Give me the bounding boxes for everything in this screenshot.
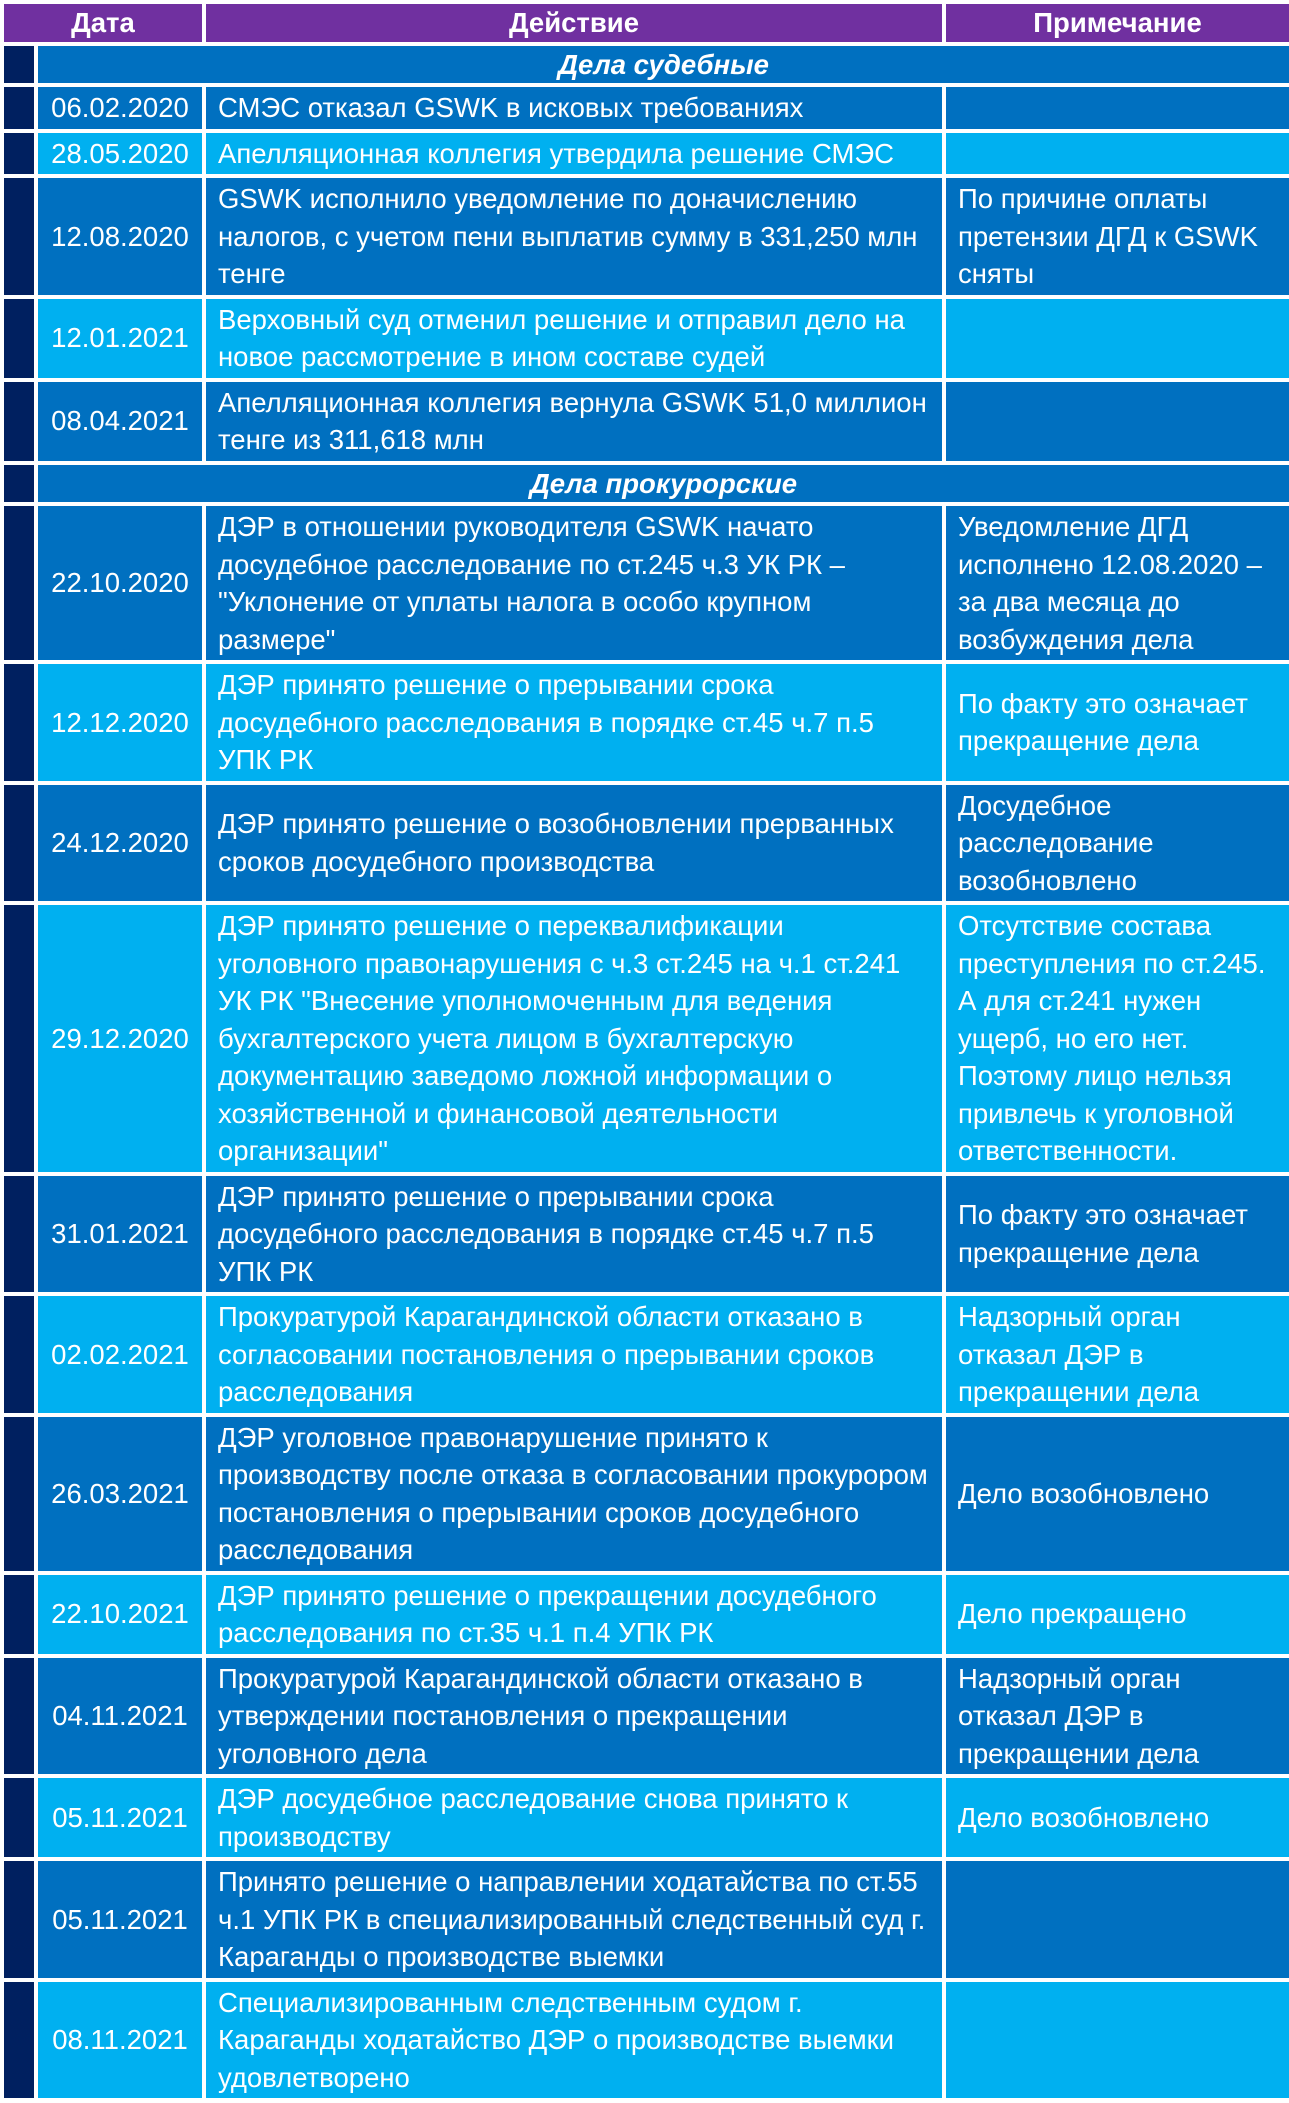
row-action: ДЭР уголовное правонарушение принято к производству после отказа в согласовании прокурором постановления о прерывании сроков досудебного расследования (204, 1415, 944, 1573)
row-date: 22.10.2021 (36, 1573, 204, 1656)
row-edge (2, 1656, 36, 1777)
section-edge (2, 463, 36, 505)
row-date: 04.11.2021 (36, 1656, 204, 1777)
row-edge (2, 131, 36, 177)
row-date: 24.12.2020 (36, 783, 204, 904)
table-body (2, 44, 1289, 2101)
row-edge (2, 1294, 36, 1415)
table-row (2, 504, 1289, 662)
row-note: Уведомление ДГД исполнено 12.08.2020 – за два месяца до возбуждения дела (944, 504, 1289, 662)
table-row (2, 1294, 1289, 1415)
row-action: Верховный суд отменил решение и отправил дело на новое рассмотрение в ином составе судей (204, 297, 944, 380)
row-edge (2, 504, 36, 662)
row-date: 12.08.2020 (36, 176, 204, 297)
row-note (944, 380, 1289, 463)
row-action: ДЭР принято решение о прерывании срока досудебного расследования в порядке ст.45 ч.7 п.5 УПК РК (204, 662, 944, 783)
row-note: Надзорный орган отказал ДЭР в прекращении дела (944, 1656, 1289, 1777)
row-note: Дело возобновлено (944, 1415, 1289, 1573)
row-action: ДЭР в отношении руководителя GSWK начато досудебное расследование по ст.245 ч.3 УК РК – "Уклонение от уплаты налога в особо крупном размере" (204, 504, 944, 662)
row-action: ДЭР принято решение о прерывании срока досудебного расследования в порядке ст.45 ч.7 п.5 УПК РК (204, 1174, 944, 1295)
row-date: 02.02.2021 (36, 1294, 204, 1415)
row-note: Надзорный орган отказал ДЭР в прекращении дела (944, 1294, 1289, 1415)
row-edge (2, 1980, 36, 2101)
row-note (944, 131, 1289, 177)
row-date: 12.12.2020 (36, 662, 204, 783)
row-note (944, 1980, 1289, 2101)
table-header-row (2, 2, 1289, 44)
table-row (2, 1656, 1289, 1777)
row-action: Специализированным следственным судом г. Караганды ходатайство ДЭР о производстве выемки удовлетворено (204, 1980, 944, 2101)
table-row (2, 1573, 1289, 1656)
table-row (2, 131, 1289, 177)
row-note: Дело возобновлено (944, 1776, 1289, 1859)
row-note (944, 297, 1289, 380)
row-action: ДЭР принято решение о прекращении досудебного расследования по ст.35 ч.1 п.4 УПК РК (204, 1573, 944, 1656)
row-action: СМЭС отказал GSWK в исковых требованиях (204, 85, 944, 131)
row-note (944, 85, 1289, 131)
table-row (2, 176, 1289, 297)
table-row (2, 1776, 1289, 1859)
row-date: 06.02.2020 (36, 85, 204, 131)
row-edge (2, 1174, 36, 1295)
row-edge (2, 1859, 36, 1980)
row-edge (2, 662, 36, 783)
row-action: Апелляционная коллегия утвердила решение СМЭС (204, 131, 944, 177)
section-edge (2, 44, 36, 86)
row-date: 22.10.2020 (36, 504, 204, 662)
row-note: Дело прекращено (944, 1573, 1289, 1656)
row-edge (2, 1573, 36, 1656)
row-note: По причине оплаты претензии ДГД к GSWK сняты (944, 176, 1289, 297)
row-action: ДЭР принято решение о переквалификации уголовного правонарушения с ч.3 ст.245 на ч.1 ст.241 УК РК "Внесение уполномоченным для ведения бухгалтерского учета лицом в бухгалтерскую документацию заведомо ложной информации о хозяйственной и финансовой деятельности организации" (204, 903, 944, 1174)
header-date: Дата (2, 2, 204, 44)
table-row (2, 1859, 1289, 1980)
row-date: 28.05.2020 (36, 131, 204, 177)
row-action: ДЭР досудебное расследование снова принято к производству (204, 1776, 944, 1859)
row-action: Прокуратурой Карагандинской области отказано в согласовании постановления о прерывании сроков расследования (204, 1294, 944, 1415)
table-row (2, 297, 1289, 380)
table-row (2, 903, 1289, 1174)
row-date: 29.12.2020 (36, 903, 204, 1174)
row-action: GSWK исполнило уведомление по доначислению налогов, с учетом пени выплатив сумму в 331,250 млн тенге (204, 176, 944, 297)
table-row (2, 1174, 1289, 1295)
section-title: Дела судебные (36, 44, 1289, 86)
row-note: Досудебное расследование возобновлено (944, 783, 1289, 904)
row-action: Прокуратурой Карагандинской области отказано в утверждении постановления о прекращении уголовного дела (204, 1656, 944, 1777)
row-date: 26.03.2021 (36, 1415, 204, 1573)
row-date: 08.04.2021 (36, 380, 204, 463)
row-date: 12.01.2021 (36, 297, 204, 380)
row-note: По факту это означает прекращение дела (944, 1174, 1289, 1295)
row-date: 31.01.2021 (36, 1174, 204, 1295)
row-action: Принято решение о направлении ходатайства по ст.55 ч.1 УПК РК в специализированный следственный суд г. Караганды о производстве выемки (204, 1859, 944, 1980)
row-date: 08.11.2021 (36, 1980, 204, 2101)
table-row (2, 662, 1289, 783)
header-action: Действие (204, 2, 944, 44)
section-title: Дела прокурорские (36, 463, 1289, 505)
row-note: По факту это означает прекращение дела (944, 662, 1289, 783)
header-note: Примечание (944, 2, 1289, 44)
table-row (2, 380, 1289, 463)
row-edge (2, 783, 36, 904)
row-edge (2, 85, 36, 131)
row-edge (2, 176, 36, 297)
row-edge (2, 297, 36, 380)
row-action: ДЭР принято решение о возобновлении прерванных сроков досудебного производства (204, 783, 944, 904)
row-note: Отсутствие состава преступления по ст.245. А для ст.241 нужен ущерб, но его нет. Поэтому лицо нельзя привлечь к уголовной ответственности. (944, 903, 1289, 1174)
row-date: 05.11.2021 (36, 1859, 204, 1980)
row-edge (2, 903, 36, 1174)
row-note (944, 1859, 1289, 1980)
table-row (2, 1980, 1289, 2101)
row-edge (2, 1415, 36, 1573)
section-row (2, 44, 1289, 86)
row-edge (2, 380, 36, 463)
row-edge (2, 1776, 36, 1859)
table-row (2, 85, 1289, 131)
row-date: 05.11.2021 (36, 1776, 204, 1859)
table-row (2, 783, 1289, 904)
row-action: Апелляционная коллегия вернула GSWK 51,0 миллион тенге из 311,618 млн (204, 380, 944, 463)
section-row (2, 463, 1289, 505)
table-row (2, 1415, 1289, 1573)
